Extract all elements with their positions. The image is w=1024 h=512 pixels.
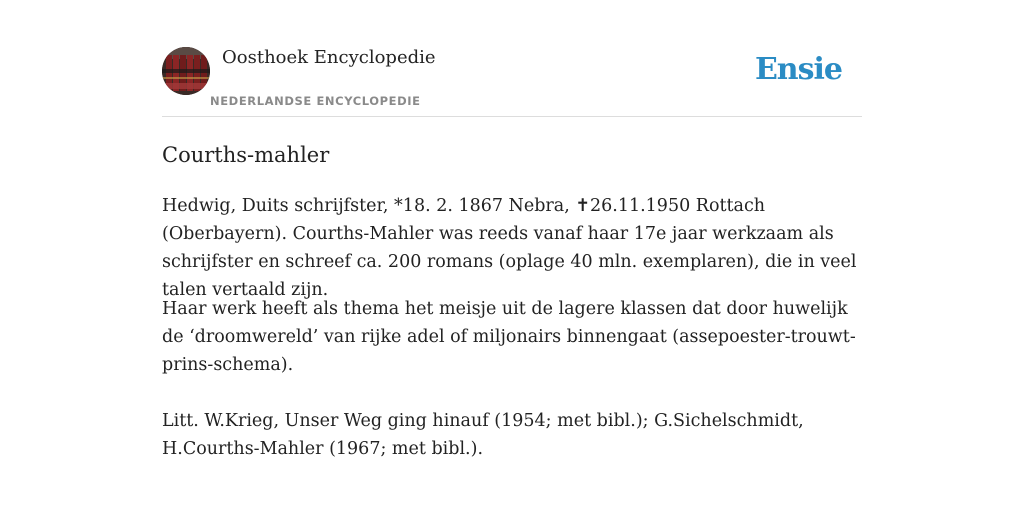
entry-paragraph: Haar werk heeft als thema het meisje uit de lagere klassen dat door huwelijk de ‘droomwereld’ van rijke adel of miljonairs binnengaat (assepoester-trouwt-prins-schema).: [162, 299, 856, 375]
site-header: [162, 0, 862, 117]
entry-literature: Litt. W.Krieg, Unser Weg ging hinauf (1954; met bibl.); G.Sichelschmidt, H.Courths-Mahler (1967; met bibl.).: [162, 411, 804, 459]
site-title[interactable]: Oosthoek Encyclopedie: [222, 47, 436, 68]
entry-paragraph: Hedwig, Duits schrijfster, *18. 2. 1867 Nebra, ✝26.11.1950 Rottach (Oberbayern). Courths-Mahler was reeds vanaf haar 17e jaar werkzaam als schrijfster en schreef ca. 200 romans (oplage 40 mln. exemplaren), die in veel talen vertaald zijn.: [162, 196, 857, 300]
site-subtitle: NEDERLANDSE ENCYCLOPEDIE: [210, 94, 421, 108]
encyclopedia-books-icon[interactable]: [162, 47, 210, 95]
page: [162, 0, 862, 459]
entry-title: Courths-mahler: [162, 143, 330, 167]
ensie-logo-link[interactable]: Ensie: [754, 52, 842, 87]
